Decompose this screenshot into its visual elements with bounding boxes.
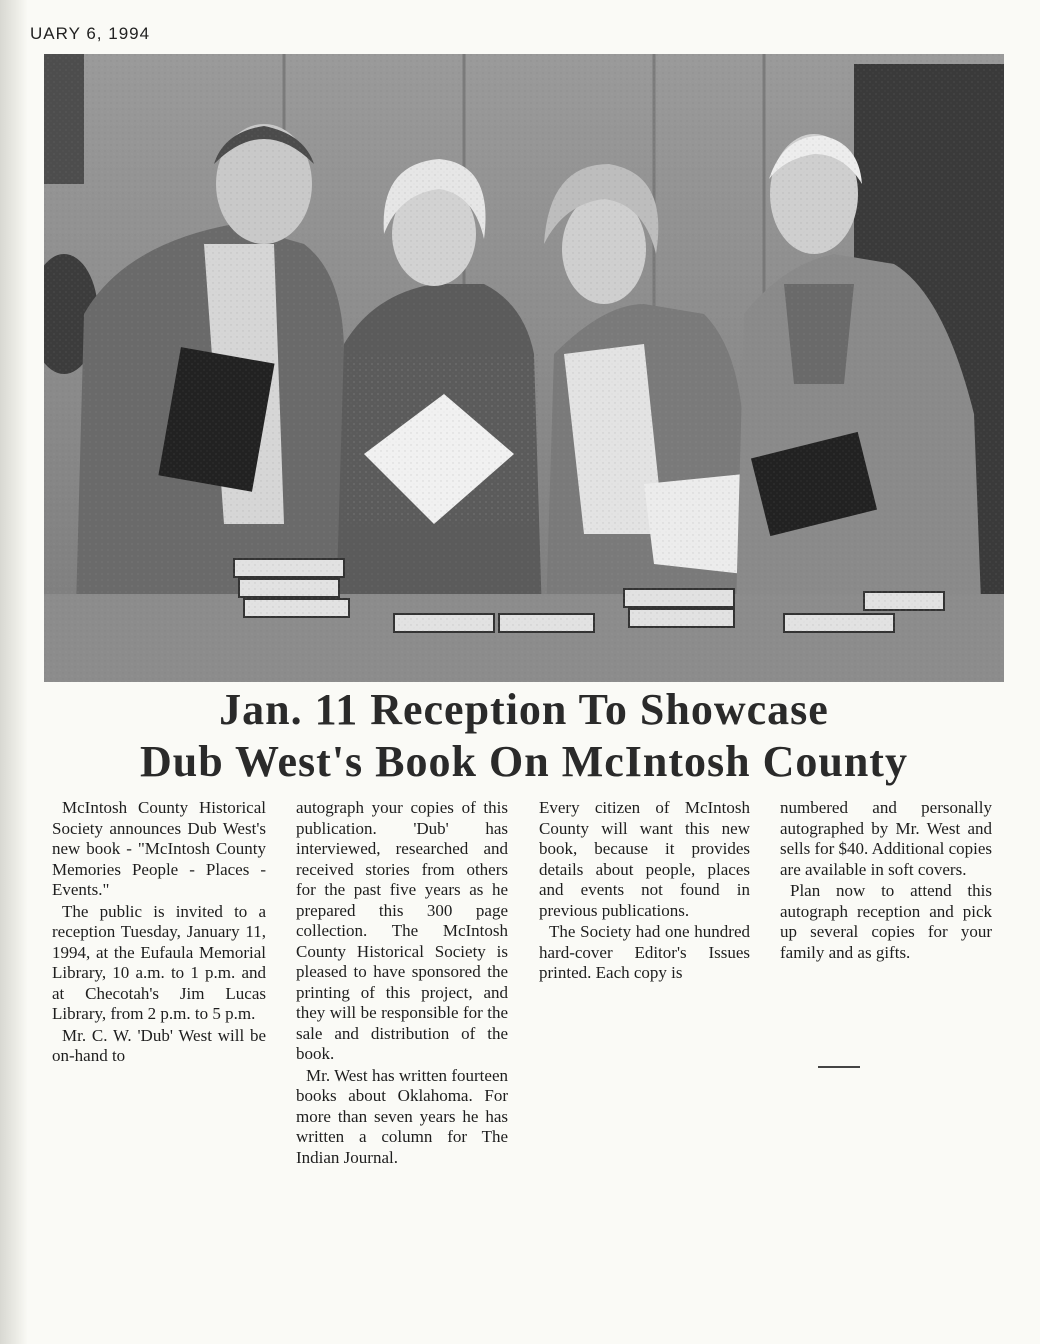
paragraph: McIntosh County Historical Society announces Dub West's new book - "McIntosh County Memories People - Places - Events." bbox=[52, 798, 266, 899]
headline bbox=[44, 684, 1004, 788]
scan-edge-shadow bbox=[0, 0, 28, 1344]
article-column-4 bbox=[780, 798, 992, 963]
article-column-2 bbox=[296, 798, 508, 1168]
paragraph: Plan now to attend this autograph reception and pick up several copies for your family and as gifts. bbox=[780, 881, 992, 962]
paragraph: Mr. West has written fourteen books about Oklahoma. For more than seven years he has written a column for The Indian Journal. bbox=[296, 1065, 508, 1167]
photo-illustration bbox=[44, 54, 1004, 682]
dateline: UARY 6, 1994 bbox=[30, 24, 151, 43]
paragraph: numbered and personally autographed by Mr. West and sells for $40. Additional copies are available in soft covers. bbox=[780, 798, 993, 879]
paragraph: The Society had one hundred hard-cover Editor's Issues printed. Each copy is bbox=[539, 922, 750, 982]
article-column-3 bbox=[539, 798, 750, 984]
paragraph: Every citizen of McIntosh County will want this new book, because it provides details about people, places and events not found in previous publications. bbox=[539, 798, 750, 920]
newspaper-photo bbox=[44, 54, 1004, 682]
paragraph: Mr. C. W. 'Dub' West will be on-hand to bbox=[52, 1025, 266, 1065]
headline-line-2: Dub West's Book On McIntosh County bbox=[140, 737, 908, 786]
headline-line-1: Jan. 11 Reception To Showcase bbox=[219, 685, 829, 734]
end-of-article-rule bbox=[818, 1066, 860, 1068]
paragraph: autograph your copies of this publication. 'Dub' has interviewed, researched and received stories from others for the past five years as he prepared this 300 page collection. The McIntosh County Historical Society is pleased to have sponsored the printing of this project, and they will be responsible for the sale and distribution of the book. bbox=[296, 798, 508, 1063]
paragraph: The public is invited to a reception Tuesday, January 11, 1994, at the Eufaula Memorial Library, 10 a.m. to 1 p.m. and at Checotah's Jim Lucas Library, from 2 p.m. to 5 p.m. bbox=[52, 901, 266, 1023]
article-column-1 bbox=[52, 798, 266, 1067]
